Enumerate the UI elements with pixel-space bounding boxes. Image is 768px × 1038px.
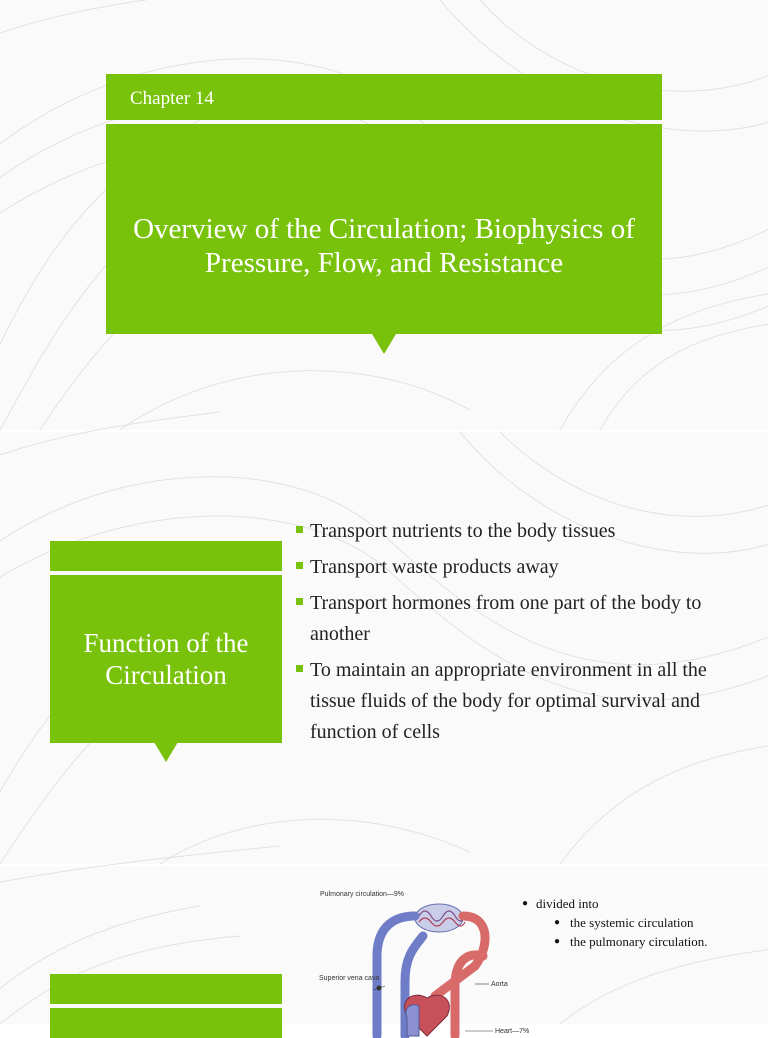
label-aorta: Aorta bbox=[491, 981, 508, 988]
bullet-square-icon bbox=[296, 598, 303, 605]
slide-function bbox=[0, 432, 768, 864]
pulmonary-capillaries bbox=[415, 904, 465, 932]
bullet-square-icon bbox=[296, 526, 303, 533]
bullet-dot-icon: ● bbox=[522, 898, 529, 909]
list-item: ● divided into bbox=[522, 896, 599, 911]
label-pulmonary: Pulmonary circulation—9% bbox=[320, 891, 405, 898]
slide-title bbox=[0, 0, 768, 430]
slide-title-text: Function of the Circulation bbox=[83, 628, 249, 690]
title-box bbox=[50, 1008, 282, 1038]
label-heart: Heart—7% bbox=[495, 1028, 530, 1035]
slide-title-text: Overview of the Circulation; Biophysics of Pressure, Flow, and Resistance bbox=[133, 213, 635, 279]
title-box-pointer bbox=[154, 742, 178, 762]
bullet-item: Transport hormones from one part of the body to another bbox=[296, 588, 716, 650]
chapter-label: Chapter 14 bbox=[130, 88, 214, 109]
section-bar bbox=[50, 541, 282, 571]
label-svc-text: Superior vena cava bbox=[319, 975, 380, 982]
circulation-list bbox=[520, 894, 708, 951]
bullet-list bbox=[296, 516, 716, 753]
bullet-square-icon bbox=[296, 665, 303, 672]
bullet-item: To maintain an appropriate environment in all the tissue fluids of the body for optimal survival and function of cells bbox=[296, 655, 716, 748]
bullet-dot-icon: ● bbox=[554, 917, 561, 928]
bullet-square-icon bbox=[296, 562, 303, 569]
circulation-diagram bbox=[315, 886, 535, 1036]
bullet-item: Transport nutrients to the body tissues bbox=[296, 516, 716, 547]
list-subitem: ● the systemic circulation bbox=[554, 915, 694, 930]
chapter-bar bbox=[106, 74, 662, 120]
list-subitem: ● the pulmonary circulation. bbox=[554, 934, 708, 949]
title-box-pointer bbox=[372, 334, 396, 354]
section-bar bbox=[50, 974, 282, 1004]
slide-circulation bbox=[0, 866, 768, 1035]
heart-shape bbox=[405, 995, 450, 1036]
title-box bbox=[106, 124, 662, 334]
title-box bbox=[50, 575, 282, 743]
bullet-dot-icon: ● bbox=[554, 936, 561, 947]
label-svc bbox=[319, 975, 379, 982]
bullet-item: Transport waste products away bbox=[296, 552, 716, 583]
